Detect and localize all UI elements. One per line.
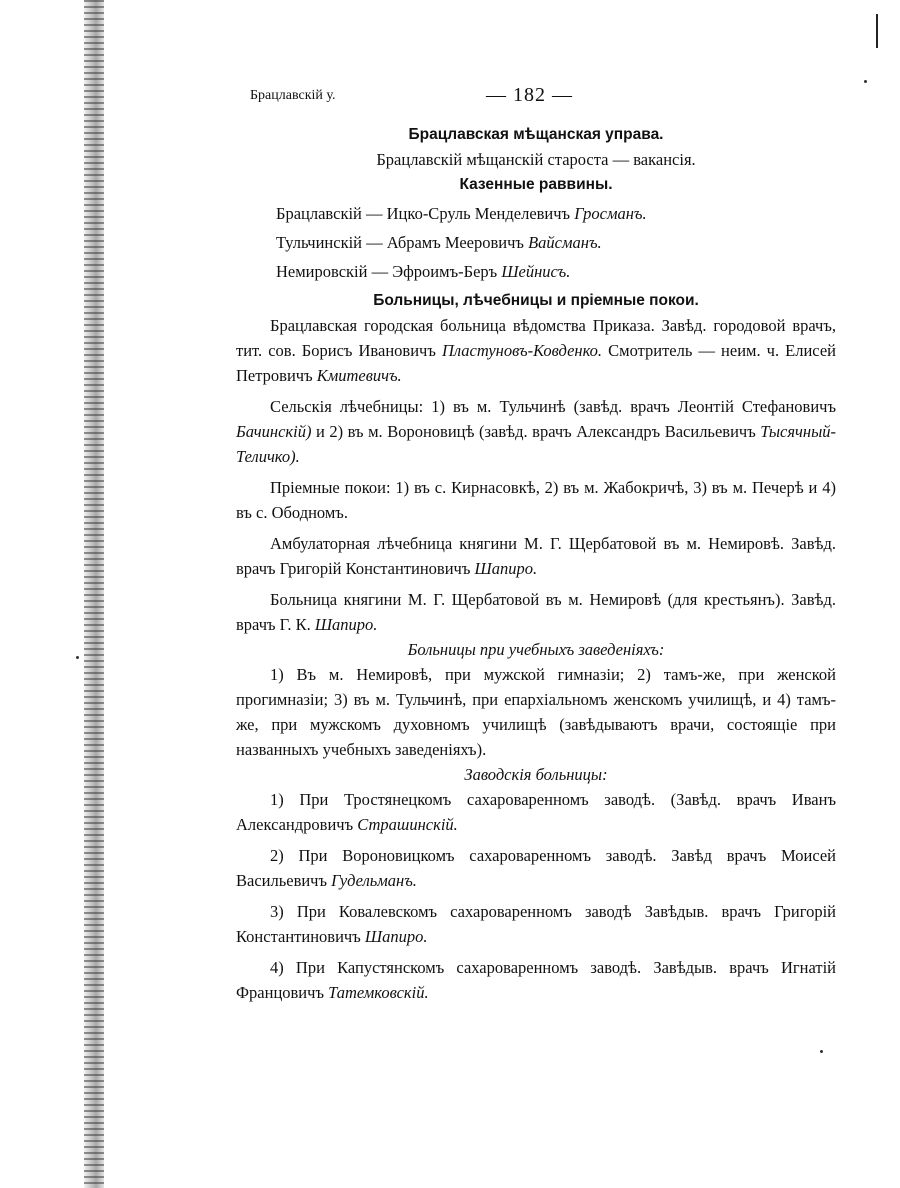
clinics-paragraph: [236, 394, 836, 469]
rabbi-surname: Вайсманъ.: [528, 233, 602, 252]
paragraph-text: 3) При Ковалевскомъ сахароваренномъ заводѣ Завѣдыв. врачъ Григорій Константиновичъ: [236, 902, 836, 946]
ambulatory-paragraph: [236, 531, 836, 581]
scan-mark: [876, 14, 878, 48]
rabbi-place: Тульчинскій: [276, 233, 362, 252]
scan-speck: [864, 80, 867, 83]
section-heading: Казенные раввины.: [459, 176, 613, 193]
page-header: [0, 84, 900, 112]
school-hospitals-paragraph: 1) Въ м. Немировѣ, при мужской гимназіи; 2) тамъ-же, при женской прогимназіи; 3) въ м. Тульчинѣ, при епархіальномъ женскомъ училищѣ, и 4) тамъ-же, при мужскомъ духовномъ училищѣ (завѣдываютъ врачи, состоящіе при названныхъ учебныхъ заведеніяхъ).: [236, 665, 836, 759]
scan-speck: [820, 1050, 823, 1053]
factory-hospital-entry: [236, 843, 836, 893]
scan-speck: [76, 656, 79, 659]
hospital-paragraph: [236, 587, 836, 637]
subsection-heading: Больницы при учебныхъ заведеніяхъ:: [407, 640, 665, 659]
rabbi-name: — Эфроимъ-Беръ: [371, 262, 498, 281]
person-surname: Гудельманъ.: [331, 871, 417, 890]
section-heading: Больницы, лѣчебницы и пріемные покои.: [373, 292, 699, 309]
person-surname: Страшинскій.: [357, 815, 458, 834]
rabbi-name: — Абрамъ Мееровичъ: [366, 233, 524, 252]
factory-hospital-entry: [236, 787, 836, 837]
running-head: Брацлавскій у.: [250, 88, 336, 103]
person-surname: Татемковскій.: [328, 983, 429, 1002]
paragraph-text: 4) При Капустянскомъ сахароваренномъ заводѣ. Завѣдыв. врачъ Игнатій Францовичъ: [236, 958, 836, 1002]
rabbi-surname: Шейнисъ.: [501, 262, 571, 281]
factory-hospital-entry: [236, 899, 836, 949]
paragraph-text: Больница княгини М. Г. Щербатовой въ м. Немировѣ (для крестьянъ). Завѣд. врачъ Г. К.: [236, 590, 836, 634]
paragraph-text: Сельскія лѣчебницы: 1) въ м. Тульчинѣ (завѣд. врачъ Леонтій Стефановичъ: [270, 397, 836, 416]
person-surname: Шапиро.: [474, 559, 538, 578]
page-number: — 182 —: [486, 84, 573, 106]
rabbi-place: Немировскій: [276, 262, 368, 281]
factory-hospital-entry: [236, 955, 836, 1005]
body-line: Брацлавскій мѣщанскій староста — вакансія.: [376, 150, 696, 169]
paragraph-text: и 2) въ м. Вороновицѣ (завѣд. врачъ Александръ Васильевичъ: [316, 422, 756, 441]
paragraph-text: 2) При Вороновицкомъ сахароваренномъ заводѣ. Завѣд врачъ Моисей Васильевичъ: [236, 846, 836, 890]
person-surname: Кмитевичъ.: [316, 366, 402, 385]
person-surname: Шапиро.: [314, 615, 378, 634]
paragraph-text: 1) При Тростянецкомъ сахароваренномъ заводѣ. (Завѣд. врачъ Иванъ Александровичъ: [236, 790, 836, 834]
subsection-heading: Заводскія больницы:: [464, 765, 608, 784]
rabbi-entry: [236, 230, 836, 255]
person-surname: Бачинскій): [236, 422, 312, 441]
rabbi-name: — Ицко-Cруль Менделевичъ: [366, 204, 571, 223]
person-surname: Тысячный-Теличко).: [236, 422, 837, 466]
paragraph-text: Амбулаторная лѣчебница княгини М. Г. Щербатовой въ м. Немировѣ. Завѣд. врачъ Григорій Константиновичъ: [236, 534, 836, 578]
paragraph-text: Брацлавская городская больница вѣдомства Приказа. Завѣд. городовой врачъ, тит. сов. Борисъ Ивановичъ: [236, 316, 836, 360]
paragraph-text: Смотритель — неим. ч. Елисей Петровичъ: [236, 341, 836, 385]
page-body: [236, 122, 836, 1005]
section-heading: Брацлавская мѣщанская управа.: [408, 126, 664, 143]
rabbi-place: Брацлавскій: [276, 204, 362, 223]
reception-paragraph: Пріемные покои: 1) въ с. Кирнасовкѣ, 2) въ м. Жабокричѣ, 3) въ м. Печерѣ и 4) въ с. Ободномъ.: [236, 478, 836, 522]
binding-edge: [84, 0, 104, 1188]
rabbi-surname: Гросманъ.: [574, 204, 647, 223]
rabbi-entry: [236, 259, 836, 284]
person-surname: Шапиро.: [364, 927, 428, 946]
rabbi-entry: [236, 201, 836, 226]
hospital-paragraph: [236, 313, 836, 388]
person-surname: Пластуновъ-Ковденко.: [441, 341, 603, 360]
